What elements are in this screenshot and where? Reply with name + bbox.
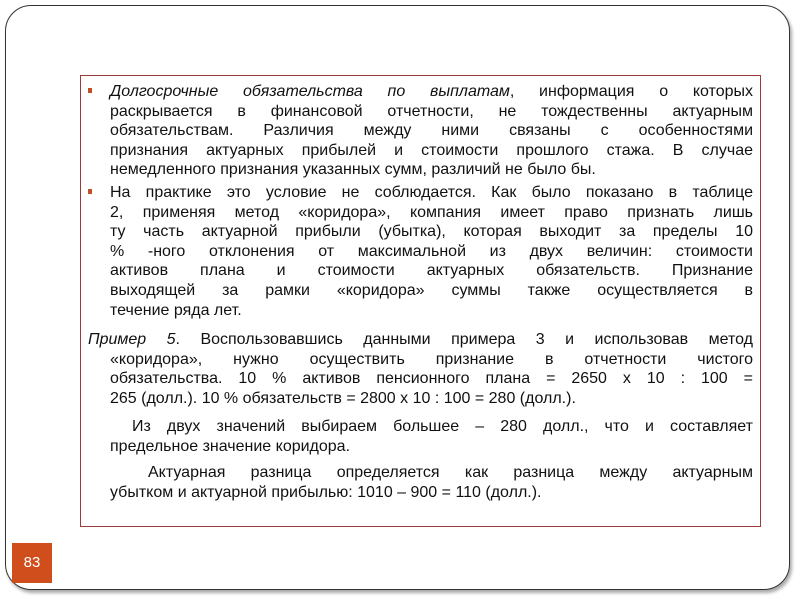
paragraph xyxy=(88,330,754,408)
text-line: На практике это условие не соблюдается. Как было показано в таблице xyxy=(110,184,753,201)
text-line: обязательствам. Различия между ними связаны с особенностями xyxy=(110,122,753,140)
italic-term: Долгосрочные обязательства по выплатам xyxy=(110,83,510,100)
bullet-icon xyxy=(88,88,92,93)
paragraph xyxy=(110,82,753,180)
text-line: Актуарная разница определяется как разница между актуарным xyxy=(148,464,753,481)
text-line: обязательства. 10 % активов пенсионного плана = 2650 х 10 : 100 = xyxy=(110,370,753,388)
text-line: активов плана и стоимости актуарных обязательств. Признание xyxy=(110,262,753,280)
text-line: Долгосрочные обязательства по выплатам, информация о которых xyxy=(110,83,753,100)
paragraph xyxy=(110,183,753,320)
text-line: предельное значение коридора. xyxy=(110,437,351,455)
paragraph xyxy=(110,417,753,456)
text-line: убытком и актуарной прибылью: 1010 – 900 = 110 (долл.). xyxy=(110,483,542,501)
text-line: ту часть актуарной прибыли (убытка), которая выходит за пределы 10 xyxy=(110,223,753,241)
paragraph xyxy=(110,463,753,502)
text-line: 265 (долл.). 10 % обязательств = 2800 х 10 : 100 = 280 (долл.). xyxy=(110,389,576,407)
text-line: Пример 5. Воспользовавшись данными примера 3 и использовав метод xyxy=(88,331,754,348)
text-line: Из двух значений выбираем большее – 280 долл., что и составляет xyxy=(132,418,753,435)
text-line: 2, применяя метод «коридора», компания имеет право признать лишь xyxy=(110,203,753,221)
text-line: выходящей за рамки «коридора» суммы также осуществляется в xyxy=(110,281,753,299)
text-line: раскрывается в финансовой отчетности, не тождественны актуарным xyxy=(110,102,753,120)
text-line: течение ряда лет. xyxy=(110,301,242,319)
text-line: признания актуарных прибылей и стоимости прошлого стажа. В случае xyxy=(110,141,753,159)
text-line: «коридора», нужно осуществить признание в отчетности чистого xyxy=(110,350,753,368)
bullet-icon xyxy=(88,189,92,194)
italic-term: Пример 5 xyxy=(88,331,176,348)
text-line: % -ного отклонения от максимальной из двух величин: стоимости xyxy=(110,242,753,260)
text-line: немедленного признания указанных сумм, различий не было бы. xyxy=(110,161,596,179)
slide-number: 83 xyxy=(12,543,52,583)
